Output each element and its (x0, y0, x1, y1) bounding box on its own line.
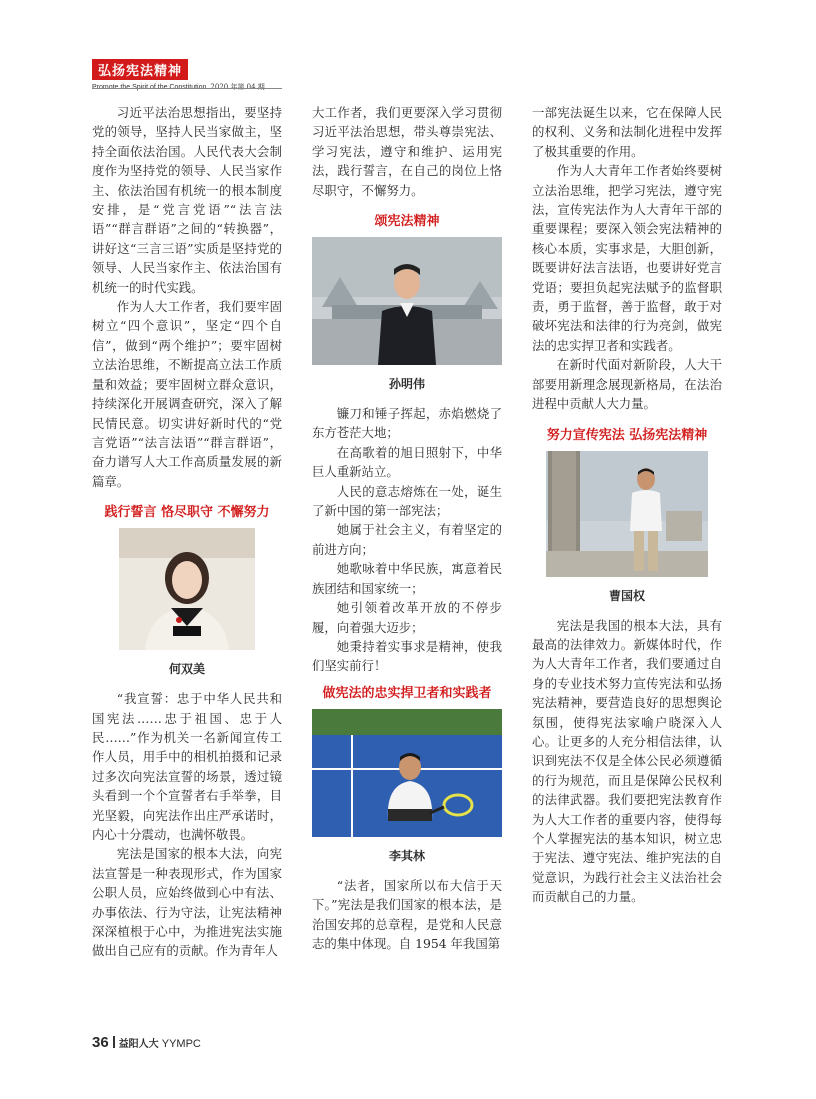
page-number: 36 (92, 1034, 109, 1051)
magazine-name: 益阳人大 (118, 1039, 159, 1050)
page-footer (92, 1034, 201, 1051)
portrait-photo (119, 528, 255, 650)
column-1 (92, 103, 282, 961)
paragraph: 作为人大工作者，我们要牢固树立“四个意识”，坚定“四个自信”，做到“两个维护”；要牢固树立法治思维，不断提高立法工作质量和效益；要牢固树立群众意识，持续深化开展调查研究，深入了解民情民意。切实讲好新时代的“党言党语”“法言法语”“群言群语”，奋力谱写人大工作高质量发展的新篇章。 (92, 299, 282, 489)
portrait-photo (546, 451, 708, 577)
poem-line: 她歌咏着中华民族，寓意着民族团结和国家统一； (312, 561, 502, 596)
header-subtitle (92, 82, 264, 92)
header-rule (92, 88, 282, 89)
paragraph: “法者，国家所以布大信于天下。”宪法是我们国家的根本法，是治国安邦的总章程，是党和人民意志的集中体现。自 1954 年我国第 (312, 877, 502, 951)
poem-line: 她引领着改革开放的不停步履，向着强大迈步； (312, 600, 502, 635)
paragraph: 一部宪法诞生以来，它在保障人民的权利、义务和法制化进程中发挥了极其重要的作用。 (532, 105, 722, 159)
magazine-code: YYMPC (161, 1038, 201, 1050)
person-name: 李其林 (388, 848, 425, 863)
poem-line: 在高歌着的旭日照射下，中华巨人重新站立。 (312, 444, 502, 480)
paragraph: 习近平法治思想指出，要坚持党的领导，坚持人民当家做主，坚持全面依法治国。人民代表大会制度作为坚持党的领导、人民当家作主、依法治国有机统一的根本制度安排，是“党言党语”“法言法语”“群言群语”之间的“转换器”，讲好这“三言三语”实质是坚持党的领导、人民当家作主、依法治国有机统一的时代实践。 (92, 105, 282, 295)
poem-line: 她秉持着实事求是精神，使我们坚实前行！ (312, 638, 502, 674)
paragraph: 作为人大青年工作者始终要树立法治思维，把学习宪法，遵守宪法，宣传宪法作为人大青年干部的重要课程；要深入领会宪法精神的核心本质，实事求是，大胆创新，既要讲好法言法语，也要讲好党言党语；要担负起宪法赋予的监督职责，勇于监督，善于监督，敢于对破坏宪法和法律的行为亮剑，做宪法的忠实捍卫者和实践者。 (532, 163, 722, 353)
portrait-photo (312, 237, 502, 365)
column-2 (312, 103, 502, 953)
paragraph: 宪法是国家的根本大法，向宪法宣誓是一种表现形式，作为国家公职人员，应始终做到心中有法、办事依法、行为守法，让宪法精神深深植根于心中，为推进宪法实施做出自己应有的贡献。作为青年人 (92, 846, 282, 959)
section-tag: 弘扬宪法精神 (92, 59, 188, 80)
section-heading: 颂宪法精神 (374, 214, 440, 230)
section-heading: 践行誓言 恪尽职守 不懈努力 (104, 505, 270, 521)
person-name: 曹国权 (608, 588, 645, 603)
poem-line: 镰刀和锤子挥起，赤焰燃烧了东方苍茫大地； (312, 406, 502, 441)
subtitle-english: Promote the Spirit of the Constitution (92, 84, 207, 91)
paragraph: 宪法是我国的根本大法，具有最高的法律效力。新媒体时代，作为人大青年工作者，我们要通过自身的专业技术努力宣传宪法和弘扬宪法精神，要营造良好的思想舆论氛围，使得宪法家喻户晓深入人心。让更多的人充分相信法律，认识到宪法不仅是全体公民必须遵循的行为规范，而且是保障公民权利的法律武器。我们要把宪法教育作为人大工作者的重要内容，使得每个人掌握宪法的基本知识，树立忠于宪法、遵守宪法、维护宪法的自觉意识，为践行社会主义法治社会而贡献自己的力量。 (532, 617, 722, 905)
paragraph: 大工作者，我们更要深入学习贯彻习近平法治思想，带头尊崇宪法、学习宪法，遵守和维护、运用宪法，践行誓言，在自己的岗位上恪尽职守，不懈努力。 (312, 105, 502, 198)
poem-line: 她属于社会主义，有着坚定的前进方向； (312, 522, 502, 557)
column-3 (532, 103, 722, 907)
paragraph: 在新时代面对新阶段，人大干部要用新理念展现新格局，在法治进程中贡献人大力量。 (532, 357, 722, 412)
person-name: 何双美 (168, 662, 205, 677)
poem-line: 人民的意志熔炼在一处，诞生了新中国的第一部宪法； (312, 483, 502, 519)
paragraph: “我宣誓：忠于中华人民共和国宪法……忠于祖国、忠于人民……”作为机关一名新闻宣传工作人员，用手中的相机拍摄和记录过多次向宪法宣誓的场景，透过镜头看到一个个宣誓者右手举拳，目光坚毅，向宪法作出庄严承诺时，内心十分震动，也满怀敬畏。 (92, 691, 282, 842)
portrait-photo (312, 709, 502, 837)
section-heading: 努力宣传宪法 弘扬宪法精神 (546, 427, 708, 443)
footer-divider (113, 1036, 115, 1048)
section-heading: 做宪法的忠实捍卫者和实践者 (322, 685, 492, 701)
person-name: 孙明伟 (388, 377, 425, 392)
issue-number: 2020 年第 04 期 (210, 83, 265, 91)
